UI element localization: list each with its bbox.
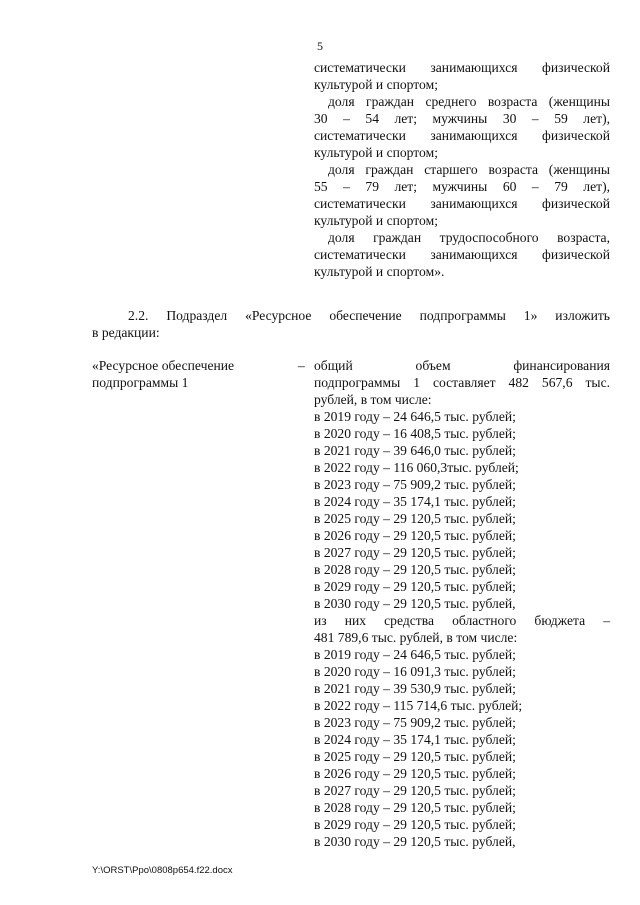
funding-line-1: общий объем финансирования — [314, 358, 610, 373]
indicator-line-11: доля граждан трудоспособного возраста, — [328, 230, 610, 245]
indicator-line-12: систематически занимающихся физической — [314, 247, 610, 262]
funding-line-20: в 2021 году – 39 530,9 тыс. рублей; — [314, 681, 516, 696]
resource-dash: – — [298, 358, 305, 373]
funding-line-12: в 2027 году – 29 120,5 тыс. рублей; — [314, 545, 516, 560]
page-number: 5 — [317, 39, 323, 53]
indicator-line-1: систематически занимающихся физической — [314, 60, 610, 75]
funding-line-19: в 2020 году – 16 091,3 тыс. рублей; — [314, 664, 516, 679]
resource-label-line-2: подпрограммы 1 — [92, 375, 189, 390]
funding-line-13: в 2028 году – 29 120,5 тыс. рублей; — [314, 562, 516, 577]
funding-line-3: рублей, в том числе: — [314, 392, 432, 407]
funding-line-5: в 2020 году – 16 408,5 тыс. рублей; — [314, 426, 516, 441]
resource-block-label — [92, 357, 302, 391]
file-path-footer: Y:\ORST\Ppo\0808p654.f22.docx — [92, 865, 233, 876]
indicator-line-7: доля граждан старшего возраста (женщины — [328, 162, 610, 177]
indicator-line-2: культурой и спортом; — [314, 77, 438, 92]
section-2-2-line-2: в редакции: — [92, 325, 160, 340]
indicator-line-8: 55 – 79 лет; мужчины 60 – 79 лет), — [314, 179, 610, 194]
funding-line-22: в 2023 году – 75 909,2 тыс. рублей; — [314, 715, 516, 730]
indicator-line-13: культурой и спортом». — [314, 264, 445, 279]
funding-line-15: в 2030 году – 29 120,5 тыс. рублей, — [314, 596, 516, 611]
funding-line-21: в 2022 году – 115 714,6 тыс. рублей; — [314, 698, 523, 713]
funding-line-10: в 2025 году – 29 120,5 тыс. рублей; — [314, 511, 516, 526]
indicator-list — [314, 59, 610, 280]
indicator-line-10: культурой и спортом; — [314, 213, 438, 228]
funding-line-9: в 2024 году – 35 174,1 тыс. рублей; — [314, 494, 516, 509]
funding-line-17: 481 789,6 тыс. рублей, в том числе: — [314, 630, 518, 645]
indicator-line-6: культурой и спортом; — [314, 145, 438, 160]
funding-line-11: в 2026 году – 29 120,5 тыс. рублей; — [314, 528, 516, 543]
indicator-line-9: систематически занимающихся физической — [314, 196, 610, 211]
indicator-line-4: 30 – 54 лет; мужчины 30 – 59 лет), — [314, 111, 610, 126]
funding-line-23: в 2024 году – 35 174,1 тыс. рублей; — [314, 732, 516, 747]
resource-funding-lines — [314, 357, 610, 850]
funding-line-7: в 2022 году – 116 060,3тыс. рублей; — [314, 460, 519, 475]
funding-line-8: в 2023 году – 75 909,2 тыс. рублей; — [314, 477, 516, 492]
funding-line-14: в 2029 году – 29 120,5 тыс. рублей; — [314, 579, 516, 594]
funding-line-26: в 2027 году – 29 120,5 тыс. рублей; — [314, 783, 516, 798]
funding-line-28: в 2029 году – 29 120,5 тыс. рублей; — [314, 817, 516, 832]
funding-line-24: в 2025 году – 29 120,5 тыс. рублей; — [314, 749, 516, 764]
funding-line-29: в 2030 году – 29 120,5 тыс. рублей, — [314, 834, 516, 849]
resource-label-line-1: «Ресурсное обеспечение — [92, 358, 235, 373]
funding-line-4: в 2019 году – 24 646,5 тыс. рублей; — [314, 409, 516, 424]
funding-line-2: подпрограммы 1 составляет 482 567,6 тыс. — [314, 375, 610, 390]
funding-line-16: из них средства областного бюджета – — [314, 613, 610, 628]
funding-line-25: в 2026 году – 29 120,5 тыс. рублей; — [314, 766, 516, 781]
section-2-2-line-1: 2.2. Подраздел «Ресурсное обеспечение подпрограммы 1» изложить — [128, 308, 610, 323]
funding-line-6: в 2021 году – 39 646,0 тыс. рублей; — [314, 443, 516, 458]
section-2-2-paragraph — [92, 307, 610, 341]
indicator-line-5: систематически занимающихся физической — [314, 128, 610, 143]
funding-line-27: в 2028 году – 29 120,5 тыс. рублей; — [314, 800, 516, 815]
indicator-line-3: доля граждан среднего возраста (женщины — [328, 94, 610, 109]
funding-line-18: в 2019 году – 24 646,5 тыс. рублей; — [314, 647, 516, 662]
